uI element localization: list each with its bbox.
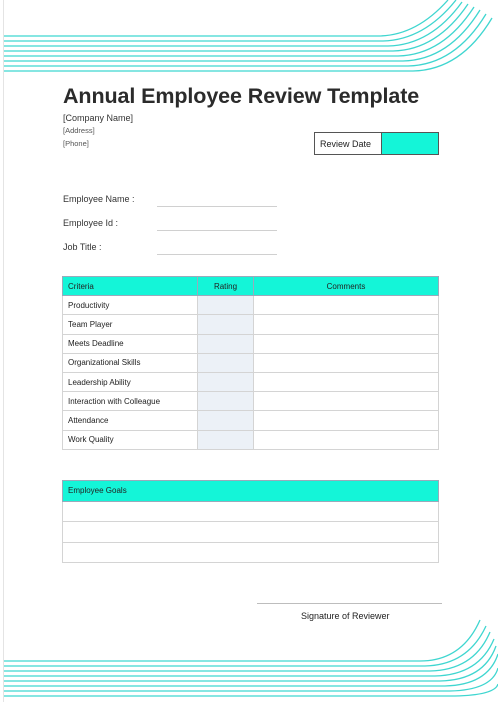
phone: [Phone]	[63, 139, 89, 148]
rating-header: Rating	[198, 277, 254, 296]
table-row	[63, 296, 439, 315]
employee-goals-table	[62, 480, 439, 563]
rating-cell[interactable]	[198, 392, 254, 411]
review-date-box	[314, 132, 439, 155]
comments-cell[interactable]	[254, 296, 439, 315]
rating-cell[interactable]	[198, 296, 254, 315]
goal-cell[interactable]	[63, 501, 439, 522]
table-row	[63, 372, 439, 391]
criteria-cell: Leadership Ability	[63, 372, 198, 391]
criteria-cell: Work Quality	[63, 430, 198, 449]
criteria-cell: Team Player	[63, 315, 198, 334]
company-name: [Company Name]	[63, 113, 134, 123]
criteria-header: Criteria	[63, 277, 198, 296]
table-row	[63, 430, 439, 449]
comments-header: Comments	[254, 277, 439, 296]
goal-cell[interactable]	[63, 522, 439, 543]
comments-cell[interactable]	[254, 315, 439, 334]
address: [Address]	[63, 126, 95, 135]
criteria-header-row	[63, 277, 439, 296]
table-row	[63, 315, 439, 334]
employee-id-field[interactable]	[157, 230, 277, 231]
comments-cell[interactable]	[254, 392, 439, 411]
document-title: Annual Employee Review Template	[63, 84, 420, 108]
signature-line[interactable]	[257, 603, 442, 604]
table-row	[63, 392, 439, 411]
goal-cell[interactable]	[63, 542, 439, 563]
rating-cell[interactable]	[198, 430, 254, 449]
criteria-cell: Attendance	[63, 411, 198, 430]
employee-goals-header: Employee Goals	[63, 481, 439, 502]
comments-cell[interactable]	[254, 372, 439, 391]
rating-cell[interactable]	[198, 334, 254, 353]
criteria-cell: Organizational Skills	[63, 353, 198, 372]
signature-label: Signature of Reviewer	[301, 611, 390, 621]
rating-cell[interactable]	[198, 353, 254, 372]
rating-cell[interactable]	[198, 411, 254, 430]
comments-cell[interactable]	[254, 411, 439, 430]
criteria-cell: Interaction with Colleague	[63, 392, 198, 411]
table-row	[63, 522, 439, 543]
criteria-cell: Meets Deadline	[63, 334, 198, 353]
criteria-cell: Productivity	[63, 296, 198, 315]
criteria-table	[62, 276, 439, 450]
table-row	[63, 353, 439, 372]
table-row	[63, 501, 439, 522]
table-row	[63, 334, 439, 353]
employee-id-label: Employee Id :	[63, 218, 119, 228]
table-row	[63, 411, 439, 430]
job-title-field[interactable]	[157, 254, 277, 255]
employee-name-label: Employee Name :	[63, 194, 135, 204]
rating-cell[interactable]	[198, 372, 254, 391]
table-row	[63, 542, 439, 563]
job-title-label: Job Title :	[63, 242, 102, 252]
rating-cell[interactable]	[198, 315, 254, 334]
comments-cell[interactable]	[254, 353, 439, 372]
review-date-value-field[interactable]	[382, 133, 438, 154]
review-date-label: Review Date	[315, 133, 382, 154]
goals-header-row	[63, 481, 439, 502]
employee-name-field[interactable]	[157, 206, 277, 207]
comments-cell[interactable]	[254, 430, 439, 449]
comments-cell[interactable]	[254, 334, 439, 353]
